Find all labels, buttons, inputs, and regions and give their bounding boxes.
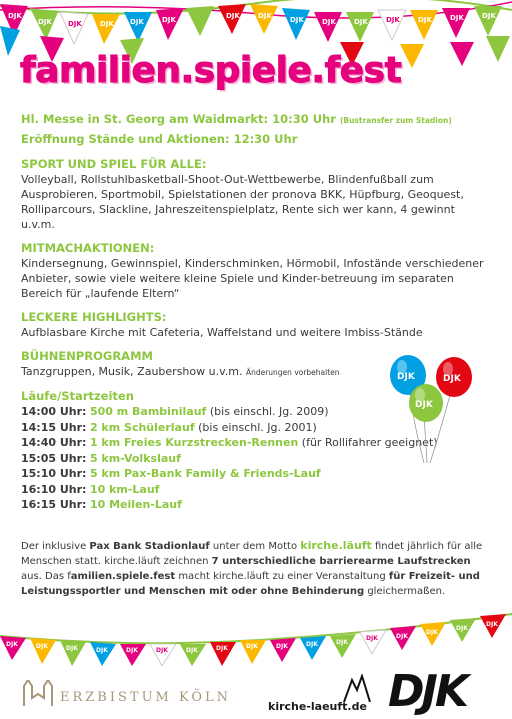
run-note: (bis einschl. Jg. 2009) [209,405,329,418]
svg-text:DJK: DJK [8,12,22,20]
intro-mass-note: (Bustransfer zum Stadion) [339,116,452,125]
svg-text:DJK: DJK [162,16,176,24]
run-name: 5 km-Volkslauf [89,451,181,465]
intro-mass-text: Hl. Messe in St. Georg am Waidmarkt: 10:30 Uhr [21,112,336,126]
intro-opening: Eröffnung Stände und Aktionen: 12:30 Uhr [21,132,298,146]
logo-bar [0,660,512,719]
footer-audience: für Freizeit- und Leistungssportler und Menschen mit oder ohne Behinderung [21,571,480,597]
svg-text:DJK: DJK [450,14,464,22]
section-heading-highlights: LECKERE HIGHLIGHTS: [21,310,167,324]
footer-fest-name: amilien.spiele.fest [70,571,176,582]
kirche-logo-text: kirche-laeuft.de [268,700,367,713]
svg-text:DJK: DJK [322,18,336,26]
footer-text-9: macht kirche.läuft zu einer Veranstaltung [175,571,389,582]
run-time: 14:40 Uhr: [21,436,87,449]
section-heading-mitmach: MITMACHAKTIONEN: [21,241,155,255]
balloon-label-red: DJK [443,374,461,384]
section-text-mitmach: Kindersegnung, Gewinnspiel, Kinderschminken, Hörmobil, Infostände verschiedener Anbieter, sowie viele weitere kleine Spiele und Kinder-betreuung im separaten Bereich für „laufende Eltern“ [21,257,484,300]
run-time: 16:10 Uhr: [21,482,87,496]
cathedral-icon [22,680,58,706]
run-time: 15:05 Uhr: [21,451,87,465]
footer-routes: 7 unterschiedliche barrierearme Laufstrecken [211,556,471,567]
svg-text:DJK: DJK [482,12,496,20]
balloon-label-blue: DJK [397,372,415,382]
svg-text:DJK: DJK [156,647,168,654]
footer-text-11: gleichermaßen. [364,586,446,597]
footer-text-5: findet jährlich für alle Menschen statt. kirche.läuft zeichnen [21,541,483,567]
svg-text:DJK: DJK [36,643,48,650]
section-heading-buehne: BÜHNENPROGRAMM [21,349,153,363]
svg-text:DJK: DJK [66,645,78,652]
djk-logo: DJK [388,666,466,717]
intro-mass [21,110,491,130]
run-item [21,482,491,498]
section-heading-sport: SPORT UND SPIEL FÜR ALLE: [21,157,207,171]
footer-text-3: unter dem Motto [209,541,301,552]
run-name: 500 m Bambinilauf [89,405,207,418]
svg-text:DJK: DJK [456,625,468,632]
run-name: 10 Meilen-Lauf [89,498,182,511]
run-item [21,497,491,513]
run-item [21,466,491,482]
run-name: 10 km-Lauf [89,482,160,496]
section-text-highlights: Aufblasbare Kirche mit Cafeteria, Waffelstand und weitere Imbiss-Stände [21,326,423,339]
run-time: 15:10 Uhr: [21,467,87,480]
svg-text:DJK: DJK [226,12,240,20]
run-time: 14:15 Uhr: [21,420,87,434]
bottom-bunting [0,610,512,666]
buehne-text: Tanzgruppen, Musik, Zaubershow u.v.m. [21,365,243,378]
run-name: 1 km Freies Kurzstrecken-Rennen [89,436,299,449]
erzbistum-logo-text: ERZBISTUM KÖLN [60,690,232,705]
balloons-graphic [384,355,484,465]
svg-text:DJK: DJK [68,20,82,28]
svg-text:DJK: DJK [100,20,114,28]
run-time: 14:00 Uhr: [21,405,87,418]
footer-paragraph [21,538,491,599]
run-name: 2 km Schülerlauf [89,420,195,434]
section-text-sport: Volleyball, Rollstuhlbasketball-Shoot-Out-Wettbewerbe, Blindenfußball zum Ausprobieren, Sportmobil, Spielstationen der pronova BKK, Hüpfburg, Geoquest, Rolliparcours, Slackline, Jahreszeitenspielplatz, Rente sich wer kann, 4 gewinnt u.v.m. [21,173,464,231]
svg-text:DJK: DJK [6,641,18,648]
footer-text-1: Der inklusive [21,541,90,552]
svg-text:DJK: DJK [386,16,400,24]
svg-text:DJK: DJK [366,635,378,642]
svg-text:DJK: DJK [38,18,52,26]
runs-heading: Läufe/Startzeiten [21,389,134,403]
run-note: (bis einschl. Jg. 2001) [198,420,317,434]
svg-text:DJK: DJK [96,647,108,654]
svg-text:DJK: DJK [276,643,288,650]
svg-text:DJK: DJK [258,12,272,20]
svg-text:DJK: DJK [486,621,498,628]
svg-text:DJK: DJK [396,633,408,640]
run-time: 16:15 Uhr: [21,498,87,511]
svg-text:DJK: DJK [336,639,348,646]
buehne-note: Änderungen vorbehalten [245,368,340,377]
kirche-logo-icon [342,674,372,702]
svg-text:DJK: DJK [216,645,228,652]
bottom-bunting-graphic [0,610,512,666]
svg-text:DJK: DJK [130,18,144,26]
balloon-label-green: DJK [415,400,433,410]
footer-pax-bank: Pax Bank Stadionlauf [89,541,210,552]
svg-text:DJK: DJK [186,647,198,654]
svg-text:DJK: DJK [306,641,318,648]
run-name: 5 km Pax-Bank Family & Friends-Lauf [89,467,321,480]
footer-text-7: aus. Das f [21,571,71,582]
svg-text:DJK: DJK [418,16,432,24]
page-title: familien.spiele.fest [20,50,402,91]
run-note: (für Rollifahrer geeignet) [301,436,438,449]
svg-text:DJK: DJK [126,647,138,654]
svg-text:DJK: DJK [426,629,438,636]
footer-motto: kirche.läuft [300,539,372,552]
svg-text:DJK: DJK [354,18,368,26]
svg-text:DJK: DJK [290,16,304,24]
svg-text:DJK: DJK [246,643,258,650]
